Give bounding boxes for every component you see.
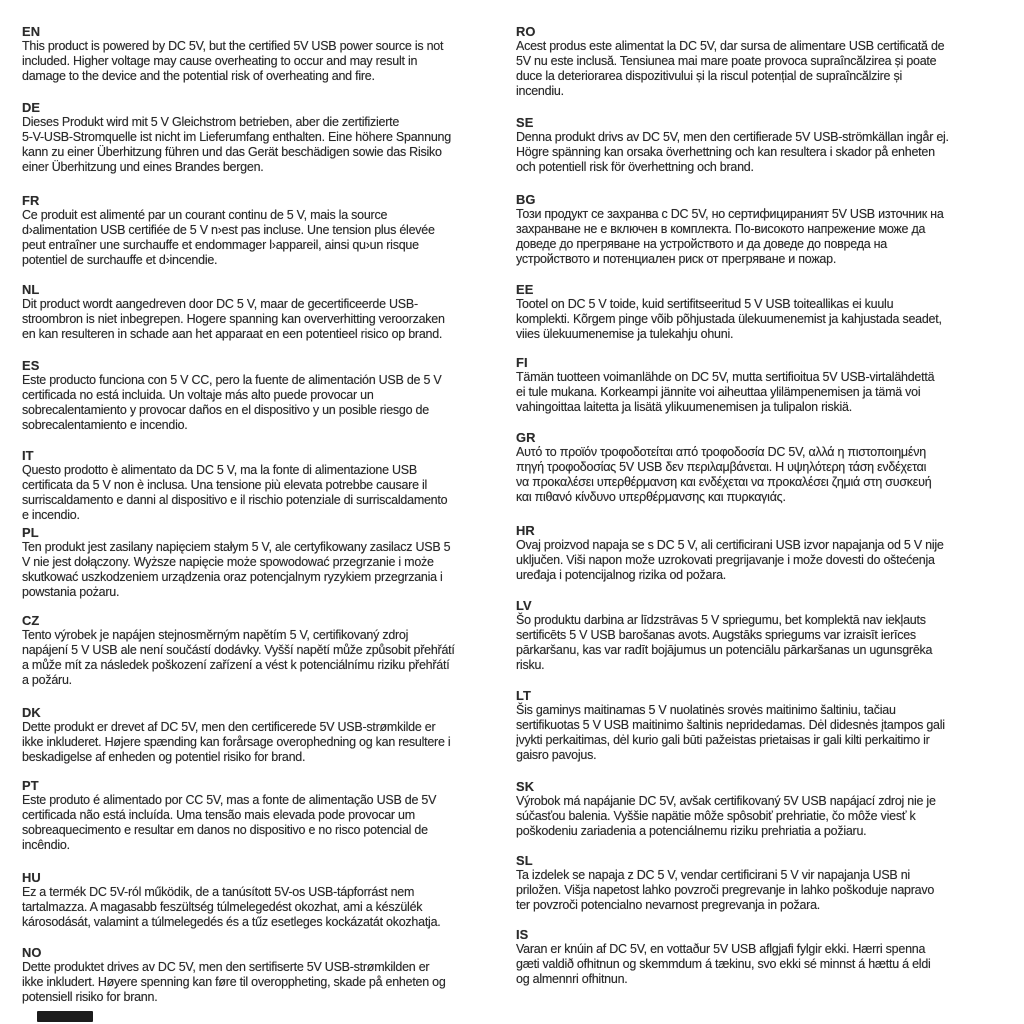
text-line: certificada não está incluída. Uma tensão mais elevada pode provocar um (22, 808, 415, 822)
language-code-label: ES (22, 358, 40, 373)
language-code-label: EE (516, 282, 534, 297)
text-line: Dette produkt er drevet af DC 5V, men den certificerede 5V USB-strømkilde er (22, 720, 436, 734)
text-line: 5-V-USB-Stromquelle ist nicht im Lieferumfang enthalten. Eine höhere Spannung (22, 130, 451, 144)
lang-section-es (22, 358, 516, 433)
text-line: och potentiell risk för överhettning och brand. (516, 160, 754, 174)
lang-section-hu (22, 870, 516, 930)
text-line: Αυτό το προϊόν τροφοδοτείται από τροφοδοσία DC 5V, αλλά η πιστοποιημένη (516, 445, 926, 459)
text-line: This product is powered by DC 5V, but the certified 5V USB power source is not (22, 39, 444, 53)
text-line: Ten produkt jest zasilany napięciem stałym 5 V, ale certyfikowany zasilacz USB 5 (22, 540, 451, 554)
text-line: napájení 5 V USB ale není součástí dodávky. Vyšší napětí může způsobit přehřátí (22, 643, 455, 657)
text-line: sertificēts 5 V USB barošanas avots. Augstāks spriegums var izraisīt ierīces (516, 628, 916, 642)
text-line: 5V nu este inclusă. Tensiunea mai mare poate provoca supraîncălzirea și poate (516, 54, 937, 68)
text-line: certificada no está incluida. Un voltaje más alto puede provocar un (22, 388, 374, 402)
language-code-label: NL (22, 282, 40, 297)
lang-section-fr (22, 193, 516, 268)
language-code-label: DK (22, 705, 41, 720)
language-code-label: HR (516, 523, 535, 538)
language-code-label: NO (22, 945, 42, 960)
language-code-label: LT (516, 688, 531, 703)
text-line: d›alimentation USB certifiée de 5 V n›est pas incluse. Une tension plus élevée (22, 223, 435, 237)
language-code-label: PL (22, 525, 39, 540)
text-line: Dieses Produkt wird mit 5 V Gleichstrom betrieben, aber die zertifizierte (22, 115, 400, 129)
text-line: Tento výrobek je napájen stejnosměrným napětím 5 V, certifikovaný zdroj (22, 628, 409, 642)
text-line: Ce produit est alimenté par un courant continu de 5 V, mais la source (22, 208, 388, 222)
lang-section-en (22, 24, 516, 84)
text-line: ikke inkluderet. Højere spænding kan forårsage overophedning og kan resultere i (22, 735, 451, 749)
lang-section-lt (516, 688, 1022, 763)
language-code-label: GR (516, 430, 536, 445)
text-line: να προκαλέσει υπερθέρμανση και ενδέχεται να προκαλέσει ζημιά στη συσκευή (516, 475, 932, 489)
text-line: Tämän tuotteen voimanlähde on DC 5V, mutta sertifioitua 5V USB-virtalähdettä (516, 370, 935, 384)
language-code-label: LV (516, 598, 532, 613)
text-line: risku. (516, 658, 545, 672)
text-line: e incendio. (22, 508, 80, 522)
text-line: damage to the device and the potential risk of overheating and fire. (22, 69, 375, 83)
lang-section-ro (516, 24, 1022, 99)
lang-section-no (22, 945, 516, 1005)
text-line: og almennri ofhitnun. (516, 972, 628, 986)
text-line: Dit product wordt aangedreven door DC 5 V, maar de gecertificeerde USB- (22, 297, 418, 311)
text-line: ei tule mukana. Korkeampi jännite voi aiheuttaa ylilämpenemisen ja tämä voi (516, 385, 921, 399)
lang-section-se (516, 115, 1022, 175)
language-code-label: EN (22, 24, 41, 39)
lang-section-lv (516, 598, 1022, 673)
lang-section-ee (516, 282, 1022, 342)
text-line: vahingoittaa laitetta ja lisätä ylikuumenemisen ja tulipalon riskiä. (516, 400, 852, 414)
text-line: ter povzroči potencialno nevarnost pregrevanja in požara. (516, 898, 820, 912)
scan-artifact-mark (37, 1011, 93, 1022)
text-line: įvykti perkaitimas, dėl kurio gali būti pažeistas prietaisas ir gali kilti perkaitimo ir (516, 733, 930, 747)
text-line: incendiu. (516, 84, 564, 98)
text-line: доведе до прегряване на устройството и да доведе до повреда на (516, 237, 888, 251)
text-line: Questo prodotto è alimentato da DC 5 V, ma la fonte di alimentazione USB (22, 463, 417, 477)
text-line: Este producto funciona con 5 V CC, pero la fuente de alimentación USB de 5 V (22, 373, 442, 387)
text-line: Denna produkt drivs av DC 5V, men den certifierade 5V USB-strömkällan ingår ej. (516, 130, 949, 144)
text-line: Ovaj proizvod napaja se s DC 5 V, ali certificirani USB izvor napajanja od 5 V nije (516, 538, 944, 552)
lang-section-de (22, 100, 516, 175)
language-code-label: HU (22, 870, 41, 885)
text-line: pārkaršanu, kas var radīt bojājumus un potenciālu pārkaršanas un ugunsgrēka (516, 643, 933, 657)
text-line: certificata da 5 V non è inclusa. Una tensione più elevata potrebbe causare il (22, 478, 428, 492)
language-code-label: CZ (22, 613, 40, 628)
text-line: a požáru. (22, 673, 72, 687)
text-line: peut entraîner une surchauffe et endommager l›appareil, ainsi qu›un risque (22, 238, 419, 252)
lang-section-pt (22, 778, 516, 853)
lang-section-is (516, 927, 1022, 987)
lang-section-fi (516, 355, 1022, 415)
text-line: Šis gaminys maitinamas 5 V nuolatinės srovės maitinimo šaltiniu, tačiau (516, 703, 896, 717)
language-code-label: DE (22, 100, 41, 115)
text-line: incêndio. (22, 838, 70, 852)
text-line: sobrecalentamiento e incendio. (22, 418, 188, 432)
text-line: και πιθανό κίνδυνο υπερθέρμανσης και πυρκαγιάς. (516, 490, 786, 504)
text-line: Výrobok má napájanie DC 5V, avšak certifikovaný 5V USB napájací zdroj nie je (516, 794, 936, 808)
text-line: Този продукт се захранва с DC 5V, но сертифицираният 5V USB източник на (516, 207, 944, 221)
text-line: priložen. Višja napetost lahko povzroči pregrevanje in lahko poškoduje napravo (516, 883, 935, 897)
text-line: included. Higher voltage may cause overheating to occur and may result in (22, 54, 418, 68)
text-line: gaisro pavojus. (516, 748, 597, 762)
text-line: duce la deteriorarea dispozitivului și la riscul potențial de supraîncălzire și (516, 69, 903, 83)
text-line: Varan er knúin af DC 5V, en vottaður 5V USB aflgjafi fylgir ekki. Hærri spenna (516, 942, 926, 956)
text-line: kann zu einer Überhitzung führen und das Gerät beschädigen sowie das Risiko (22, 145, 442, 159)
language-code-label: PT (22, 778, 39, 793)
text-line: beskadigelse af enheden og potentiel risiko for brand. (22, 750, 306, 764)
text-line: ikke inkludert. Høyere spenning kan føre til overoppheting, skade på enheten og (22, 975, 446, 989)
text-line: súčasťou balenia. Vyššie napätie môže spôsobiť prehriatie, čo môže viesť k (516, 809, 916, 823)
text-line: Högre spänning kan orsaka överhettning och kan resultera i skador på enheten (516, 145, 935, 159)
text-line: gæti valdið ofhitnun og skemmdum á tækinu, svo ekki sé minnst á hættu á eldi (516, 957, 931, 971)
text-line: a může mít za následek poškození zařízení a vést k potenciálnímu riziku přehřátí (22, 658, 450, 672)
text-line: tartalmazza. A magasabb feszültség túlmelegedést okozhat, ami a készülék (22, 900, 423, 914)
text-line: komplekti. Kõrgem pinge võib põhjustada ülekuumenemist ja kahjustada seadet, (516, 312, 942, 326)
text-line: Ta izdelek se napaja z DC 5 V, vendar certificirani 5 V vir napajanja USB ni (516, 868, 910, 882)
text-line: powstania pożaru. (22, 585, 120, 599)
lang-section-nl (22, 282, 516, 342)
language-code-label: IS (516, 927, 529, 942)
language-code-label: IT (22, 448, 34, 463)
text-line: einer Überhitzung und eines Brandes bergen. (22, 160, 264, 174)
text-line: potensiell risiko for brann. (22, 990, 158, 1004)
text-line: захранване не е включен в комплекта. По-високото напрежение може да (516, 222, 926, 236)
text-line: Ez a termék DC 5V-ról működik, de a tanúsított 5V-os USB-tápforrást nem (22, 885, 415, 899)
language-code-label: BG (516, 192, 536, 207)
lang-section-pl (22, 525, 516, 600)
text-line: en kan resulteren in schade aan het apparaat en een potentieel risico op brand. (22, 327, 443, 341)
text-line: viies ülekuumenemise ja tulekahju ohuni. (516, 327, 734, 341)
text-line: károsodását, valamint a túlmelegedés és a tűz esetleges kockázatát okozhatja. (22, 915, 441, 929)
language-code-label: RO (516, 24, 536, 39)
lang-section-dk (22, 705, 516, 765)
text-line: stroombron is niet inbegrepen. Hogere spanning kan oververhitting veroorzaken (22, 312, 445, 326)
language-code-label: FR (22, 193, 40, 208)
language-code-label: SL (516, 853, 533, 868)
lang-section-sk (516, 779, 1022, 839)
text-line: Tootel on DC 5 V toide, kuid sertifitseeritud 5 V USB toiteallikas ei kuulu (516, 297, 894, 311)
lang-section-bg (516, 192, 1022, 267)
lang-section-gr (516, 430, 1022, 505)
text-line: Acest produs este alimentat la DC 5V, dar sursa de alimentare USB certificată de (516, 39, 945, 53)
lang-section-it (22, 448, 516, 523)
text-line: Šo produktu darbina ar līdzstrāvas 5 V spriegumu, bet komplektā nav iekļauts (516, 613, 926, 627)
text-line: surriscaldamento e danni al dispositivo e il rischio potenziale di surriscaldamento (22, 493, 448, 507)
text-line: V nie jest dołączony. Wyższe napięcie może spowodować przegrzanie i może (22, 555, 434, 569)
language-code-label: SK (516, 779, 535, 794)
text-line: πηγή τροφοδοσίας 5V USB δεν περιλαμβάνεται. Η υψηλότερη τάση ενδέχεται (516, 460, 927, 474)
text-line: uključen. Viši napon može uzrokovati pregrijavanje i može dovesti do oštećenja (516, 553, 935, 567)
lang-section-hr (516, 523, 1022, 583)
text-line: sobrecalentamiento y provocar daños en el dispositivo y un posible riesgo de (22, 403, 429, 417)
text-line: Dette produktet drives av DC 5V, men den sertifiserte 5V USB-strømkilden er (22, 960, 430, 974)
lang-section-cz (22, 613, 516, 688)
language-code-label: FI (516, 355, 528, 370)
text-line: skutkować uszkodzeniem urządzenia oraz potencjalnym ryzykiem przegrzania i (22, 570, 443, 584)
text-line: potentiel de surchauffe et d›incendie. (22, 253, 218, 267)
lang-section-sl (516, 853, 1022, 913)
text-line: устройството и потенциален риск от прегряване и пожар. (516, 252, 837, 266)
text-line: poškodeniu zariadenia a potenciálnemu riziku prehriatia a požiaru. (516, 824, 867, 838)
text-line: sertifikuotas 5 V USB maitinimo šaltinis nepridedamas. Dėl didesnės įtampos gali (516, 718, 945, 732)
language-code-label: SE (516, 115, 534, 130)
text-line: sobreaquecimento e resultar em danos no dispositivo e no risco potencial de (22, 823, 428, 837)
text-line: uređaja i potencijalnog rizika od požara. (516, 568, 727, 582)
text-line: Este produto é alimentado por CC 5V, mas a fonte de alimentação USB de 5V (22, 793, 437, 807)
